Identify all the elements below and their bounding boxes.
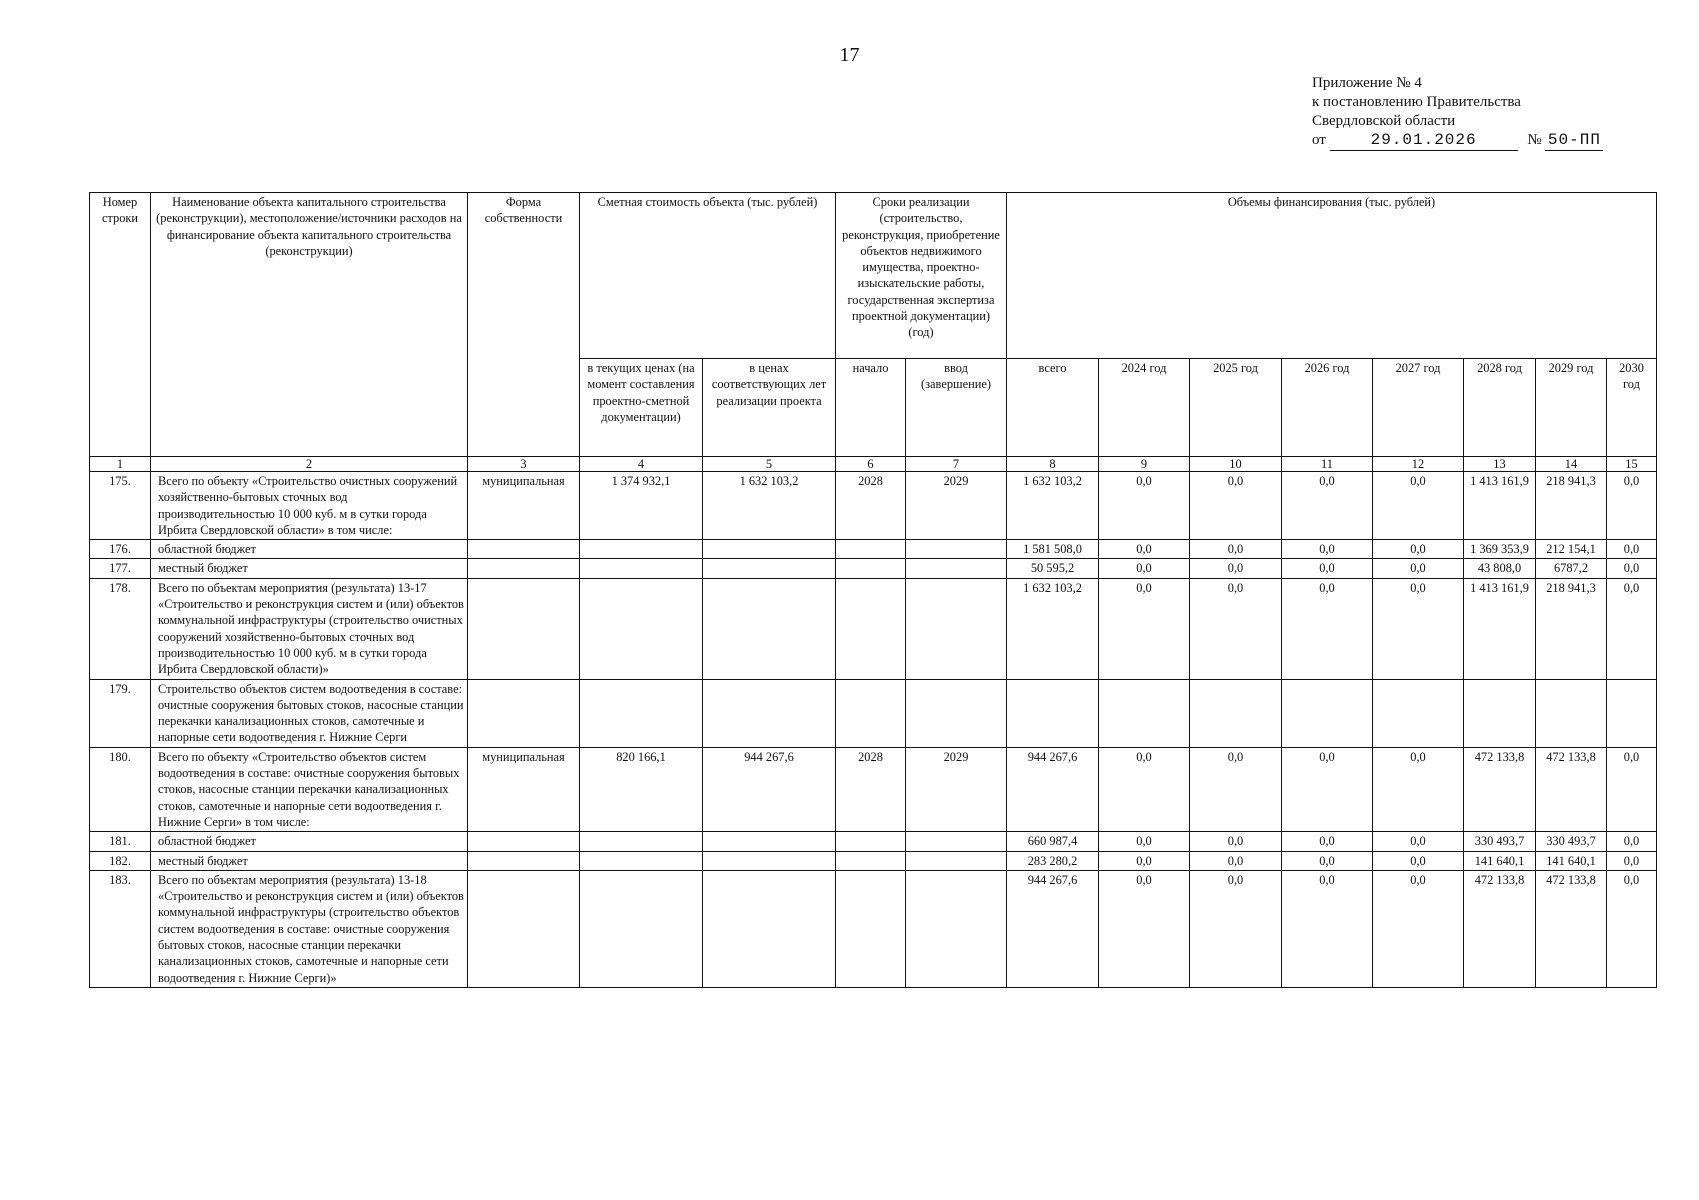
column-index-row xyxy=(90,457,1657,472)
object-name-cell: Всего по объектам мероприятия (результата) 13-18 «Строительство и реконструкция систем и (или) объектов коммунальной инфраструктуры (строительство объектов систем водоотведения в составе: очистные сооружения бытовых стоков, насосные станции перекачки канализационных стоков, самотечные и напорные сети водоотведения г. Нижние Серги)» xyxy=(151,870,468,987)
page-number: 17 xyxy=(839,44,860,66)
start-year-cell: 2028 xyxy=(836,472,906,540)
cost-years-cell xyxy=(703,540,836,559)
cost-current-cell: 1 374 932,1 xyxy=(580,472,703,540)
column-index: 12 xyxy=(1373,457,1464,472)
amount-2026-cell: 0,0 xyxy=(1282,578,1373,679)
column-index: 1 xyxy=(90,457,151,472)
amount-2025-cell: 0,0 xyxy=(1190,578,1282,679)
amount-2024-cell: 0,0 xyxy=(1099,870,1190,987)
amount-2027-cell: 0,0 xyxy=(1373,851,1464,870)
amount-2028-cell: 330 493,7 xyxy=(1464,832,1536,851)
amount-2030-cell: 0,0 xyxy=(1607,832,1657,851)
end-year-cell xyxy=(906,851,1007,870)
amount-2030-cell: 0,0 xyxy=(1607,747,1657,831)
header-total: всего xyxy=(1007,359,1099,457)
amount-2028-cell xyxy=(1464,679,1536,747)
object-name-cell: Строительство объектов систем водоотведения в составе: очистные сооружения бытовых стоков, насосные станции перекачки канализационных стоков, самотечные и напорные сети водоотведения г. Нижние Серги xyxy=(151,679,468,747)
column-index: 15 xyxy=(1607,457,1657,472)
row-number-cell: 181. xyxy=(90,832,151,851)
object-name-cell: местный бюджет xyxy=(151,851,468,870)
amount-2024-cell: 0,0 xyxy=(1099,578,1190,679)
amount-2026-cell: 0,0 xyxy=(1282,851,1373,870)
amount-2027-cell: 0,0 xyxy=(1373,578,1464,679)
appendix-region: Свердловской области xyxy=(1312,113,1456,129)
object-name-cell: Всего по объекту «Строительство очистных сооружений хозяйственно-бытовых сточных вод производительностью 10 000 куб. м в сутки города Ирбита Свердловской области» в том числе: xyxy=(151,472,468,540)
amount-2025-cell: 0,0 xyxy=(1190,870,1282,987)
header-2028: 2028 год xyxy=(1464,359,1536,457)
total-amount-cell: 50 595,2 xyxy=(1007,559,1099,578)
appendix-title: Приложение № 4 xyxy=(1312,75,1422,91)
amount-2028-cell: 43 808,0 xyxy=(1464,559,1536,578)
amount-2025-cell: 0,0 xyxy=(1190,559,1282,578)
amount-2029-cell: 218 941,3 xyxy=(1536,578,1607,679)
header-2030: 2030 год xyxy=(1607,359,1657,457)
header-2024: 2024 год xyxy=(1099,359,1190,457)
start-year-cell xyxy=(836,540,906,559)
header-2029: 2029 год xyxy=(1536,359,1607,457)
amount-2028-cell: 1 413 161,9 xyxy=(1464,578,1536,679)
row-number-cell: 179. xyxy=(90,679,151,747)
cost-years-cell: 1 632 103,2 xyxy=(703,472,836,540)
total-amount-cell: 1 632 103,2 xyxy=(1007,472,1099,540)
header-object-name: Наименование объекта капитального строительства (реконструкции), местоположение/источники расходов на финансирование объекта капитального строительства (реконструкции) xyxy=(151,193,468,457)
row-number-cell: 177. xyxy=(90,559,151,578)
end-year-cell xyxy=(906,559,1007,578)
header-estimated-cost: Сметная стоимость объекта (тыс. рублей) xyxy=(580,193,836,359)
cost-years-cell xyxy=(703,679,836,747)
amount-2024-cell: 0,0 xyxy=(1099,559,1190,578)
amount-2026-cell: 0,0 xyxy=(1282,747,1373,831)
amount-2027-cell: 0,0 xyxy=(1373,870,1464,987)
total-amount-cell: 660 987,4 xyxy=(1007,832,1099,851)
object-name-cell: местный бюджет xyxy=(151,559,468,578)
column-index: 2 xyxy=(151,457,468,472)
cost-years-cell xyxy=(703,559,836,578)
column-index: 5 xyxy=(703,457,836,472)
header-row-number: Номер строки xyxy=(90,193,151,457)
table-row xyxy=(90,578,1657,679)
start-year-cell: 2028 xyxy=(836,747,906,831)
header-ownership: Форма собственности xyxy=(468,193,580,457)
amount-2025-cell: 0,0 xyxy=(1190,851,1282,870)
amount-2024-cell: 0,0 xyxy=(1099,540,1190,559)
header-terms: Сроки реализации (строительство, реконструкция, приобретение объектов недвижимого имущества, проектно-изыскательские работы, государственная экспертиза проектной документации) (год) xyxy=(836,193,1007,359)
amount-2030-cell: 0,0 xyxy=(1607,578,1657,679)
row-number-cell: 180. xyxy=(90,747,151,831)
amount-2024-cell: 0,0 xyxy=(1099,472,1190,540)
amount-2026-cell: 0,0 xyxy=(1282,559,1373,578)
end-year-cell xyxy=(906,540,1007,559)
object-name-cell: областной бюджет xyxy=(151,540,468,559)
start-year-cell xyxy=(836,851,906,870)
start-year-cell xyxy=(836,870,906,987)
end-year-cell xyxy=(906,578,1007,679)
amount-2027-cell: 0,0 xyxy=(1373,472,1464,540)
end-year-cell xyxy=(906,832,1007,851)
header-2026: 2026 год xyxy=(1282,359,1373,457)
total-amount-cell: 944 267,6 xyxy=(1007,870,1099,987)
row-number-cell: 175. xyxy=(90,472,151,540)
total-amount-cell: 1 581 508,0 xyxy=(1007,540,1099,559)
amount-2026-cell: 0,0 xyxy=(1282,540,1373,559)
amount-2030-cell: 0,0 xyxy=(1607,870,1657,987)
header-2025: 2025 год xyxy=(1190,359,1282,457)
row-number-cell: 182. xyxy=(90,851,151,870)
table-row xyxy=(90,832,1657,851)
total-amount-cell xyxy=(1007,679,1099,747)
amount-2030-cell xyxy=(1607,679,1657,747)
cost-current-cell: 820 166,1 xyxy=(580,747,703,831)
amount-2030-cell: 0,0 xyxy=(1607,851,1657,870)
amount-2026-cell xyxy=(1282,679,1373,747)
cost-years-cell xyxy=(703,870,836,987)
ownership-cell: муниципальная xyxy=(468,747,580,831)
amount-2024-cell: 0,0 xyxy=(1099,851,1190,870)
object-name-cell: Всего по объектам мероприятия (результата) 13-17 «Строительство и реконструкция систем и (или) объектов коммунальной инфраструктуры (строительство очистных сооружений хозяйственно-бытовых сточных вод производительностью 10 000 куб. м в сутки города Ирбита Свердловской области)» xyxy=(151,578,468,679)
amount-2026-cell: 0,0 xyxy=(1282,472,1373,540)
amount-2027-cell: 0,0 xyxy=(1373,832,1464,851)
header-cost-current: в текущих ценах (на момент составления проектно-сметной документации) xyxy=(580,359,703,457)
end-year-cell: 2029 xyxy=(906,472,1007,540)
number-prefix: № xyxy=(1527,132,1542,148)
column-index: 9 xyxy=(1099,457,1190,472)
table-row xyxy=(90,851,1657,870)
resolution-number: 50-ПП xyxy=(1545,131,1603,151)
column-index: 8 xyxy=(1007,457,1099,472)
table-row xyxy=(90,472,1657,540)
column-index: 3 xyxy=(468,457,580,472)
header-cost-years: в ценах соответствующих лет реализации проекта xyxy=(703,359,836,457)
cost-years-cell xyxy=(703,832,836,851)
appendix-block xyxy=(1312,74,1603,151)
amount-2025-cell: 0,0 xyxy=(1190,472,1282,540)
amount-2028-cell: 1 413 161,9 xyxy=(1464,472,1536,540)
row-number-cell: 178. xyxy=(90,578,151,679)
cost-years-cell xyxy=(703,851,836,870)
ownership-cell xyxy=(468,540,580,559)
column-index: 7 xyxy=(906,457,1007,472)
total-amount-cell: 944 267,6 xyxy=(1007,747,1099,831)
header-end: ввод (завершение) xyxy=(906,359,1007,457)
amount-2030-cell: 0,0 xyxy=(1607,540,1657,559)
amount-2026-cell: 0,0 xyxy=(1282,832,1373,851)
header-start: начало xyxy=(836,359,906,457)
table-row xyxy=(90,559,1657,578)
amount-2028-cell: 141 640,1 xyxy=(1464,851,1536,870)
ownership-cell xyxy=(468,832,580,851)
start-year-cell xyxy=(836,559,906,578)
row-number-cell: 183. xyxy=(90,870,151,987)
ownership-cell xyxy=(468,679,580,747)
amount-2029-cell: 472 133,8 xyxy=(1536,870,1607,987)
amount-2028-cell: 1 369 353,9 xyxy=(1464,540,1536,559)
amount-2029-cell: 218 941,3 xyxy=(1536,472,1607,540)
amount-2027-cell: 0,0 xyxy=(1373,540,1464,559)
start-year-cell xyxy=(836,578,906,679)
amount-2029-cell: 472 133,8 xyxy=(1536,747,1607,831)
cost-current-cell xyxy=(580,870,703,987)
date-prefix: от xyxy=(1312,132,1326,148)
amount-2027-cell: 0,0 xyxy=(1373,559,1464,578)
amount-2025-cell: 0,0 xyxy=(1190,832,1282,851)
table-row xyxy=(90,747,1657,831)
amount-2028-cell: 472 133,8 xyxy=(1464,870,1536,987)
cost-current-cell xyxy=(580,559,703,578)
total-amount-cell: 283 280,2 xyxy=(1007,851,1099,870)
cost-current-cell xyxy=(580,540,703,559)
amount-2027-cell xyxy=(1373,679,1464,747)
cost-current-cell xyxy=(580,578,703,679)
column-index: 13 xyxy=(1464,457,1536,472)
amount-2027-cell: 0,0 xyxy=(1373,747,1464,831)
amount-2024-cell: 0,0 xyxy=(1099,832,1190,851)
amount-2029-cell: 6787,2 xyxy=(1536,559,1607,578)
column-index: 6 xyxy=(836,457,906,472)
appendix-date-line xyxy=(1312,131,1603,151)
column-index: 14 xyxy=(1536,457,1607,472)
amount-2024-cell xyxy=(1099,679,1190,747)
object-name-cell: Всего по объекту «Строительство объектов систем водоотведения в составе: очистные сооружения бытовых стоков, насосные станции перекачки канализационных стоков, самотечные и напорные сети водоотведения г. Нижние Серги» в том числе: xyxy=(151,747,468,831)
ownership-cell xyxy=(468,851,580,870)
amount-2028-cell: 472 133,8 xyxy=(1464,747,1536,831)
amount-2025-cell: 0,0 xyxy=(1190,747,1282,831)
appendix-resolution: к постановлению Правительства xyxy=(1312,94,1521,110)
header-2027: 2027 год xyxy=(1373,359,1464,457)
end-year-cell xyxy=(906,679,1007,747)
table-row xyxy=(90,679,1657,747)
amount-2025-cell xyxy=(1190,679,1282,747)
end-year-cell xyxy=(906,870,1007,987)
column-index: 10 xyxy=(1190,457,1282,472)
ownership-cell xyxy=(468,870,580,987)
column-index: 11 xyxy=(1282,457,1373,472)
column-index: 4 xyxy=(580,457,703,472)
header-funding: Объемы финансирования (тыс. рублей) xyxy=(1007,193,1657,359)
ownership-cell xyxy=(468,578,580,679)
amount-2030-cell: 0,0 xyxy=(1607,559,1657,578)
object-name-cell: областной бюджет xyxy=(151,832,468,851)
amount-2029-cell xyxy=(1536,679,1607,747)
financing-table xyxy=(89,192,1657,988)
cost-years-cell xyxy=(703,578,836,679)
row-number-cell: 176. xyxy=(90,540,151,559)
start-year-cell xyxy=(836,679,906,747)
ownership-cell: муниципальная xyxy=(468,472,580,540)
amount-2029-cell: 330 493,7 xyxy=(1536,832,1607,851)
ownership-cell xyxy=(468,559,580,578)
amount-2025-cell: 0,0 xyxy=(1190,540,1282,559)
amount-2029-cell: 141 640,1 xyxy=(1536,851,1607,870)
amount-2030-cell: 0,0 xyxy=(1607,472,1657,540)
amount-2026-cell: 0,0 xyxy=(1282,870,1373,987)
cost-current-cell xyxy=(580,679,703,747)
cost-current-cell xyxy=(580,851,703,870)
total-amount-cell: 1 632 103,2 xyxy=(1007,578,1099,679)
table-row xyxy=(90,540,1657,559)
table-row xyxy=(90,870,1657,987)
start-year-cell xyxy=(836,832,906,851)
cost-current-cell xyxy=(580,832,703,851)
end-year-cell: 2029 xyxy=(906,747,1007,831)
resolution-date: 29.01.2026 xyxy=(1330,131,1518,151)
cost-years-cell: 944 267,6 xyxy=(703,747,836,831)
amount-2029-cell: 212 154,1 xyxy=(1536,540,1607,559)
amount-2024-cell: 0,0 xyxy=(1099,747,1190,831)
